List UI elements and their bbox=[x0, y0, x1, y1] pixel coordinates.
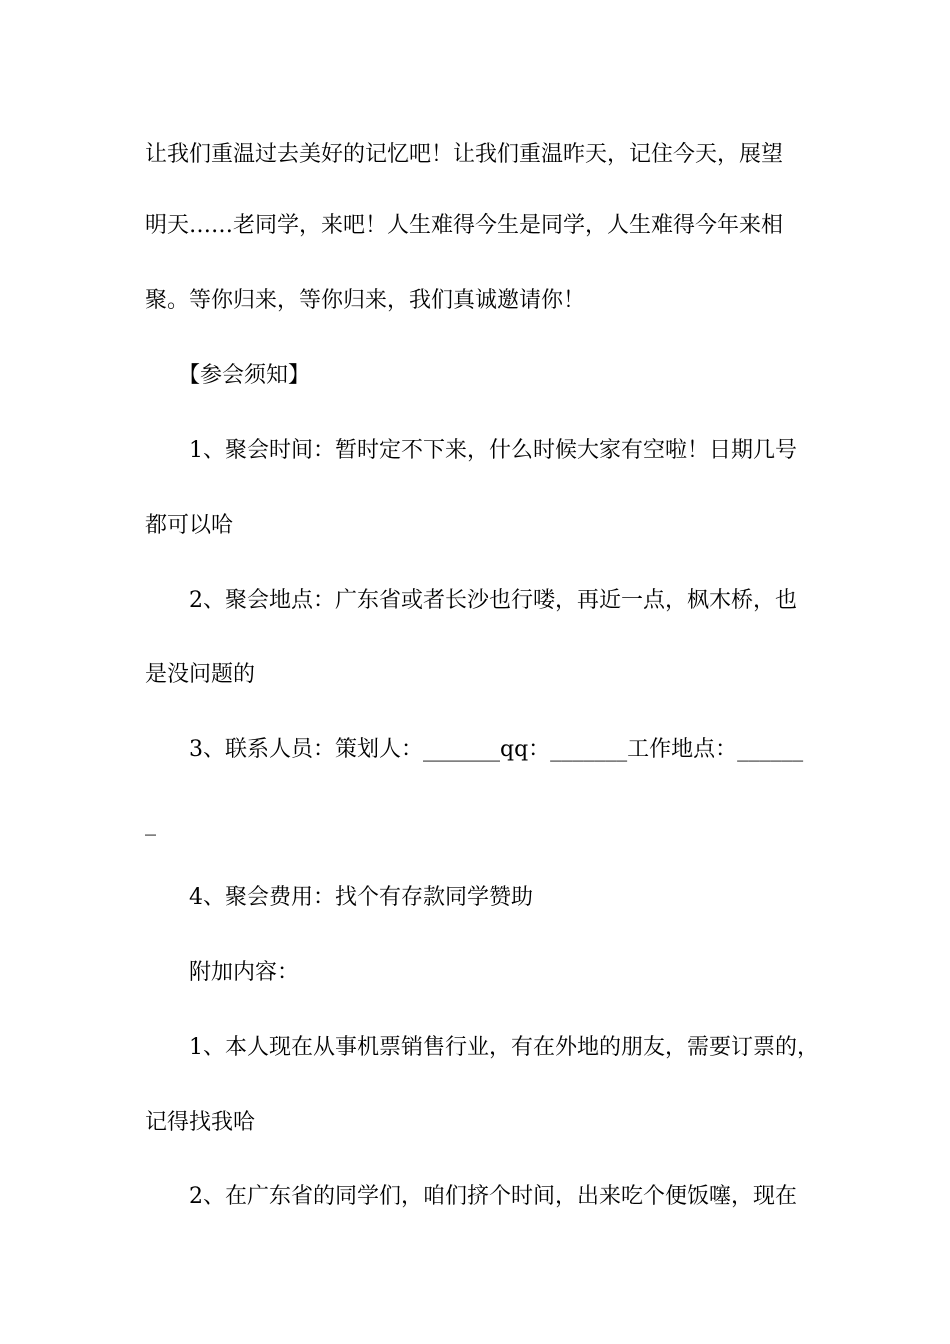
list-item-line: 2、在广东省的同学们，咱们挤个时间，出来吃个便饭噻，现在 bbox=[189, 1184, 797, 1209]
list-item-line: 记得找我哈 bbox=[145, 1110, 256, 1135]
list-item-line: 3、联系人员：策划人：_______qq：_______工作地点：______ bbox=[189, 737, 804, 762]
section-heading: 附加内容： bbox=[189, 960, 300, 985]
list-item-line: 2、聚会地点：广东省或者长沙也行喽，再近一点，枫木桥，也 bbox=[189, 588, 797, 613]
paragraph-line: 聚。等你归来，等你归来，我们真诚邀请你！ bbox=[145, 288, 586, 313]
list-item-line: 1、本人现在从事机票销售行业，有在外地的朋友，需要订票的， bbox=[189, 1035, 819, 1060]
paragraph-line: 明天……老同学，来吧！人生难得今生是同学，人生难得今年来相 bbox=[145, 213, 784, 238]
section-heading: 【参会须知】 bbox=[178, 363, 311, 388]
list-item-line: 4、聚会费用：找个有存款同学赞助 bbox=[189, 885, 533, 910]
list-item-line: 是没问题的 bbox=[145, 662, 256, 687]
list-item-line: 都可以哈 bbox=[145, 513, 234, 538]
list-item-line: 1、聚会时间：暂时定不下来，什么时候大家有空啦！日期几号 bbox=[189, 438, 797, 463]
list-item-line: _ bbox=[145, 811, 156, 836]
paragraph-line: 让我们重温过去美好的记忆吧！让我们重温昨天，记住今天，展望 bbox=[145, 142, 784, 167]
